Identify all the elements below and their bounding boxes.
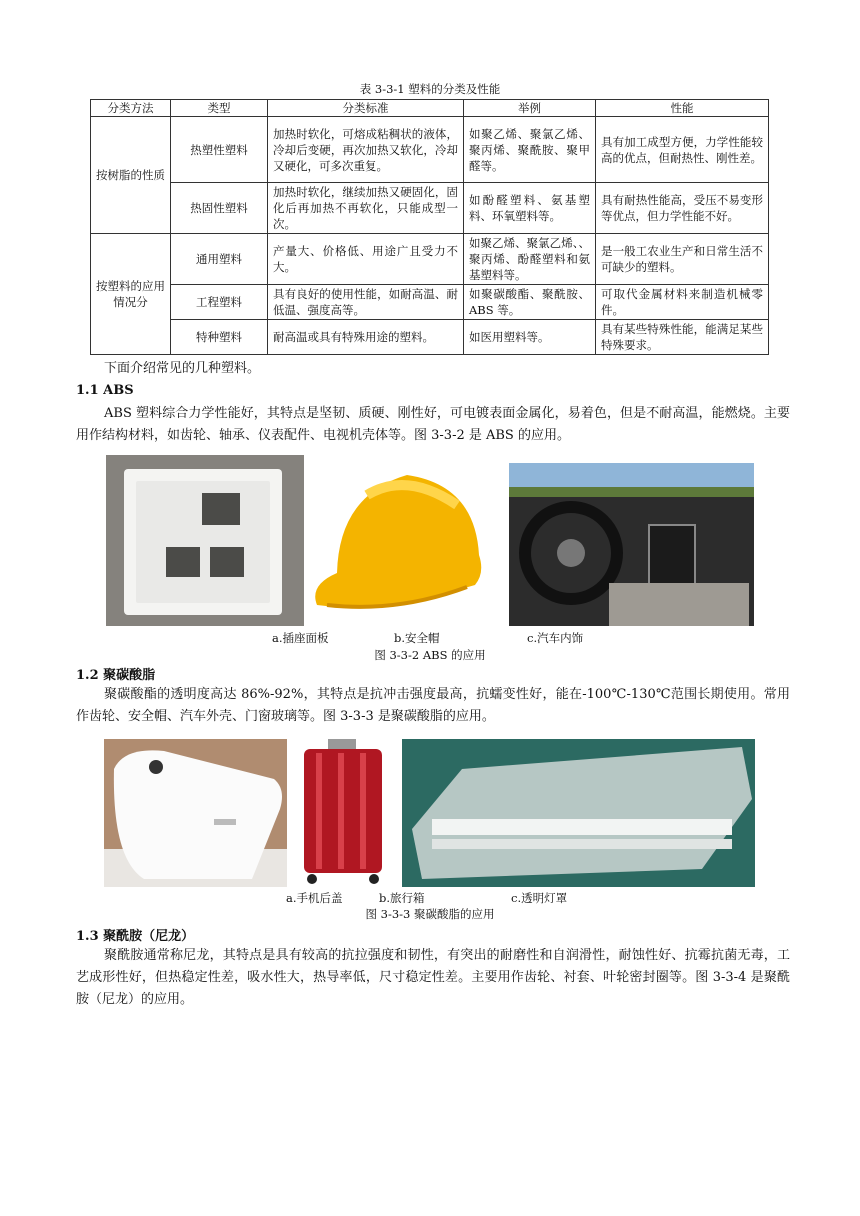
figure-label: b.安全帽: [394, 631, 440, 645]
type-cell: 通用塑料: [171, 234, 268, 285]
property-cell: 具有某些特殊性能，能满足某些特殊要求。: [596, 320, 769, 355]
section-heading-pc: 1.2 聚碳酸脂: [76, 668, 156, 683]
table-row: [91, 117, 769, 183]
standard-cell: 具有良好的使用性能，如耐高温、耐低温、强度高等。: [268, 285, 464, 320]
standard-cell: 产量大、价格低、用途广且受力不大。: [268, 234, 464, 285]
method-cell: 按树脂的性质: [91, 117, 171, 234]
section-text-abs: ABS 塑料综合力学性能好，其特点是坚韧、质硬、刚性好，可电镀表面金属化，易着色，但是不耐高温，能燃烧。主要用作结构材料，如齿轮、轴承、仪表配件、电视机壳体等。图 3-3-2 是 ABS 的应用。: [76, 406, 790, 443]
lamp-cover-photo: [402, 739, 755, 887]
section-text-pa: 聚酰胺通常称尼龙，其特点是具有较高的抗拉强度和韧性，有突出的耐磨性和自润滑性，耐蚀性好、抗霉抗菌无毒，工艺成形性好，但热稳定性差，吸水性大，热导率低，尺寸稳定性差。主要用作齿轮、衬套、叶轮密封圈等。图 3-3-4 是聚酰胺（尼龙）的应用。: [76, 948, 790, 1007]
example-cell: 如聚乙烯、聚氯乙烯、、聚丙烯、酚醛塑料和氨基塑料等。: [464, 234, 596, 285]
table-header-row: [91, 100, 769, 117]
section-text-pc: 聚碳酸酯的透明度高达 86%-92%，其特点是抗冲击强度最高，抗蠕变性好，能在-100℃-130℃范围长期使用。常用作齿轮、安全帽、汽车外壳、门窗玻璃等。图 3-3-3 是聚碳酸脂的应用。: [76, 687, 790, 724]
figure-label: c.透明灯罩: [511, 891, 568, 905]
header-cell: 分类方法: [91, 100, 171, 117]
type-cell: 特种塑料: [171, 320, 268, 355]
header-cell: 类型: [171, 100, 268, 117]
luggage-photo: [298, 739, 387, 887]
standard-cell: 加热时软化，可熔成粘稠状的液体，冷却后变硬，再次加热又软化，冷却又硬化，可多次重复。: [268, 117, 464, 183]
table-row: [91, 285, 769, 320]
header-cell: 性能: [596, 100, 769, 117]
standard-cell: 耐高温或具有特殊用途的塑料。: [268, 320, 464, 355]
table-row: [91, 320, 769, 355]
plastic-classification-table: [90, 99, 769, 355]
figure-label: c.汽车内饰: [527, 631, 584, 645]
type-cell: 热固性塑料: [171, 183, 268, 234]
table-row: [91, 234, 769, 285]
example-cell: 如医用塑料等。: [464, 320, 596, 355]
example-cell: 如聚乙烯、聚氯乙烯、聚丙烯、聚酰胺、聚甲醛等。: [464, 117, 596, 183]
property-cell: 是一般工农业生产和日常生活不可缺少的塑料。: [596, 234, 769, 285]
phone-cover-photo: [104, 739, 287, 887]
section-heading-pa: 1.3 聚酰胺（尼龙）: [76, 929, 195, 944]
figure-label: b.旅行箱: [379, 891, 425, 905]
table-row: [91, 183, 769, 234]
header-cell: 举例: [464, 100, 596, 117]
figure-caption: 图 3-3-2 ABS 的应用: [374, 648, 486, 662]
method-cell: 按塑料的应用情况分: [91, 234, 171, 355]
type-cell: 工程塑料: [171, 285, 268, 320]
section-heading-abs: 1.1 ABS: [76, 383, 134, 398]
example-cell: 如聚碳酸酯、聚酰胺、ABS 等。: [464, 285, 596, 320]
header-cell: 分类标准: [268, 100, 464, 117]
intro-text: 下面介绍常见的几种塑料。: [104, 361, 261, 376]
property-cell: 具有耐热性能高，受压不易变形等优点，但力学性能不好。: [596, 183, 769, 234]
socket-panel-photo: [106, 455, 304, 626]
figure-label: a.插座面板: [272, 631, 329, 645]
figure-label: a.手机后盖: [286, 891, 343, 905]
car-interior-photo: [509, 463, 754, 626]
property-cell: 可取代金属材料来制造机械零件。: [596, 285, 769, 320]
property-cell: 具有加工成型方便，力学性能较高的优点，但耐热性、刚性差。: [596, 117, 769, 183]
type-cell: 热塑性塑料: [171, 117, 268, 183]
safety-helmet-photo: [307, 455, 504, 626]
example-cell: 如酚醛塑料、氨基塑料、环氧塑料等。: [464, 183, 596, 234]
table-caption: 表 3-3-1 塑料的分类及性能: [359, 82, 501, 96]
figure-caption: 图 3-3-3 聚碳酸脂的应用: [365, 907, 495, 921]
standard-cell: 加热时软化，继续加热又硬固化，固化后再加热不再软化，只能成型一次。: [268, 183, 464, 234]
